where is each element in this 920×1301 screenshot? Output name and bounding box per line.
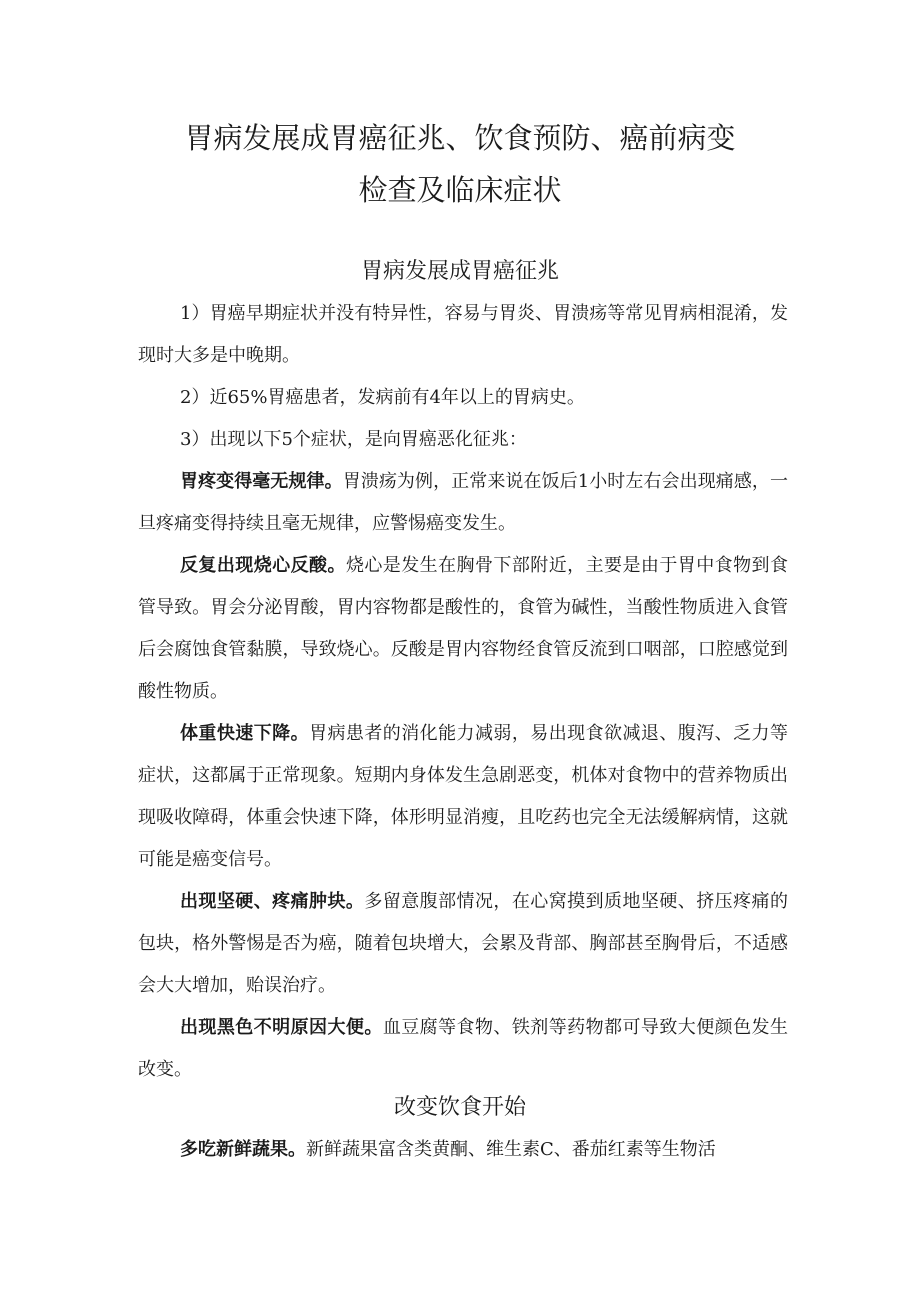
symptom-paragraph-lump xyxy=(138,881,788,1007)
symptom-text: 胃病患者的消化能力减弱，易出现食欲减退、腹泻、乏力等症状，这都属于正常现象。短期内身体发生急剧恶变，机体对食物中的营养物质出现吸收障碍，体重会快速下降，体形明显消瘦，且吃药也完全无法缓解病情，这就可能是癌变信号。 xyxy=(138,723,788,870)
symptom-text: 多留意腹部情况，在心窝摸到质地坚硬、挤压疼痛的包块，格外警惕是否为癌，随着包块增大，会累及背部、胸部甚至胸骨后，不适感会大大增加，贻误治疗。 xyxy=(138,891,788,996)
symptom-text: 烧心是发生在胸骨下部附近，主要是由于胃中食物到食管导致。胃会分泌胃酸，胃内容物都是酸性的，食管为碱性，当酸性物质进入食管后会腐蚀食管黏膜，导致烧心。反酸是胃内容物经食管反流到口咽部，口腔感觉到酸性物质。 xyxy=(138,555,788,702)
symptom-lead: 出现黑色不明原因大便。 xyxy=(180,1017,383,1038)
paragraph-item-2: 2）近65%胃癌患者，发病前有4年以上的胃病史。 xyxy=(180,387,585,408)
symptom-paragraph-heartburn xyxy=(138,545,788,713)
diet-text: 新鲜蔬果富含类黄酮、维生素C、番茄红素等生物活 xyxy=(306,1139,716,1160)
diet-paragraph-fresh-produce xyxy=(138,1129,788,1171)
document-title xyxy=(100,112,820,216)
paragraph-item-3: 3）出现以下5个症状，是向胃癌恶化征兆： xyxy=(180,429,527,450)
symptom-paragraph-weight-loss xyxy=(138,713,788,881)
symptom-lead: 体重快速下降。 xyxy=(180,723,310,744)
symptom-paragraph-black-stool xyxy=(138,1007,788,1091)
diet-lead: 多吃新鲜蔬果。 xyxy=(180,1139,306,1160)
symptom-lead: 胃疼变得毫无规律。 xyxy=(180,471,343,492)
symptom-lead: 出现坚硬、疼痛肿块。 xyxy=(180,891,365,912)
section-heading-warning-signs: 胃病发展成胃癌征兆 xyxy=(360,259,559,284)
paragraph-item-1: 1）胃癌早期症状并没有特异性，容易与胃炎、胃溃疡等常见胃病相混淆，发现时大多是中晚期。 xyxy=(138,303,788,366)
symptom-text: 血豆腐等食物、铁剂等药物都可导致大便颜色发生改变。 xyxy=(138,1017,788,1080)
symptom-lead: 反复出现烧心反酸。 xyxy=(180,555,346,576)
section-heading-diet: 改变饮食开始 xyxy=(393,1095,526,1120)
symptom-paragraph-irregular-pain xyxy=(138,461,788,545)
symptom-text: 胃溃疡为例，正常来说在饭后1小时左右会出现痛感，一旦疼痛变得持续且毫无规律，应警惕癌变发生。 xyxy=(138,471,789,534)
document-title-line-1: 胃病发展成胃癌征兆、饮食预防、癌前病变 xyxy=(184,121,736,155)
document-title-line-2: 检查及临床症状 xyxy=(358,173,562,207)
